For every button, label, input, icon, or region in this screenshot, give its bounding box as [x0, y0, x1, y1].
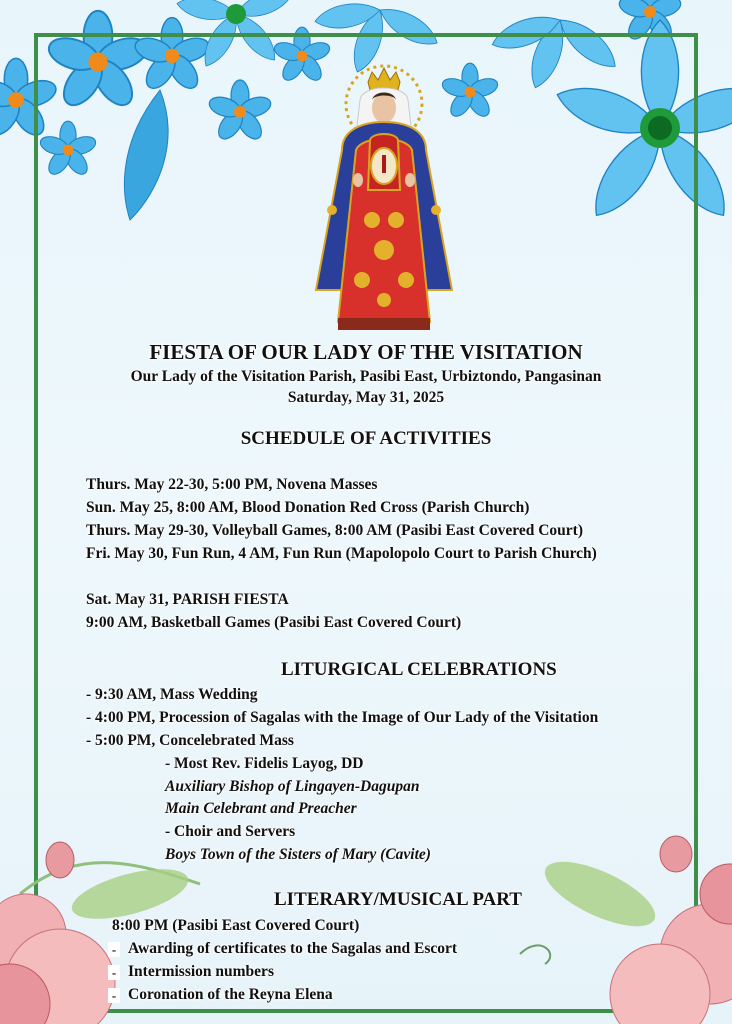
- liturgical-item: - 5:00 PM, Concelebrated Mass: [86, 732, 294, 749]
- bullet-marker: -: [108, 965, 120, 980]
- literary-item: [108, 963, 274, 981]
- literary-item-label: Awarding of certificates to the Sagalas and Escort: [128, 940, 458, 957]
- liturgical-heading: LITURGICAL CELEBRATIONS: [281, 659, 557, 680]
- schedule-item: Thurs. May 22-30, 5:00 PM, Novena Masses: [86, 476, 378, 493]
- celebrant-name: - Most Rev. Fidelis Layog, DD: [165, 755, 364, 772]
- fiesta-activity: 9:00 AM, Basketball Games (Pasibi East Covered Court): [86, 614, 462, 631]
- literary-item-label: Coronation of the Reyna Elena: [128, 986, 333, 1003]
- literary-item: [108, 986, 333, 1004]
- schedule-item: Sun. May 25, 8:00 AM, Blood Donation Red Cross (Parish Church): [86, 499, 530, 516]
- bullet-marker: -: [108, 988, 120, 1003]
- liturgical-item: - 4:00 PM, Procession of Sagalas with the Image of Our Lady of the Visitation: [86, 709, 599, 726]
- schedule-item: Fri. May 30, Fun Run, 4 AM, Fun Run (Mapolopolo Court to Parish Church): [86, 545, 597, 562]
- literary-heading: LITERARY/MUSICAL PART: [274, 889, 522, 910]
- fiesta-day: Sat. May 31, PARISH FIESTA: [86, 591, 289, 608]
- event-date: Saturday, May 31, 2025: [287, 389, 445, 406]
- choir-label: - Choir and Servers: [165, 823, 296, 840]
- bullet-marker: -: [108, 942, 120, 957]
- event-title: FIESTA OF OUR LADY OF THE VISITATION: [149, 340, 583, 364]
- celebrant-title: Auxiliary Bishop of Lingayen-Dagupan: [165, 778, 420, 795]
- parish-name: Our Lady of the Visitation Parish, Pasibi East, Urbiztondo, Pangasinan: [130, 368, 602, 385]
- choir-origin: Boys Town of the Sisters of Mary (Cavite): [165, 846, 431, 863]
- schedule-heading: SCHEDULE OF ACTIVITIES: [240, 428, 492, 449]
- our-lady-statue-image: [312, 60, 457, 335]
- literary-item-label: Intermission numbers: [128, 963, 274, 980]
- liturgical-item: - 9:30 AM, Mass Wedding: [86, 686, 258, 703]
- literary-time: 8:00 PM (Pasibi East Covered Court): [112, 917, 360, 934]
- literary-item: [108, 940, 457, 958]
- schedule-item: Thurs. May 29-30, Volleyball Games, 8:00 AM (Pasibi East Covered Court): [86, 522, 583, 539]
- celebrant-role: Main Celebrant and Preacher: [165, 800, 357, 817]
